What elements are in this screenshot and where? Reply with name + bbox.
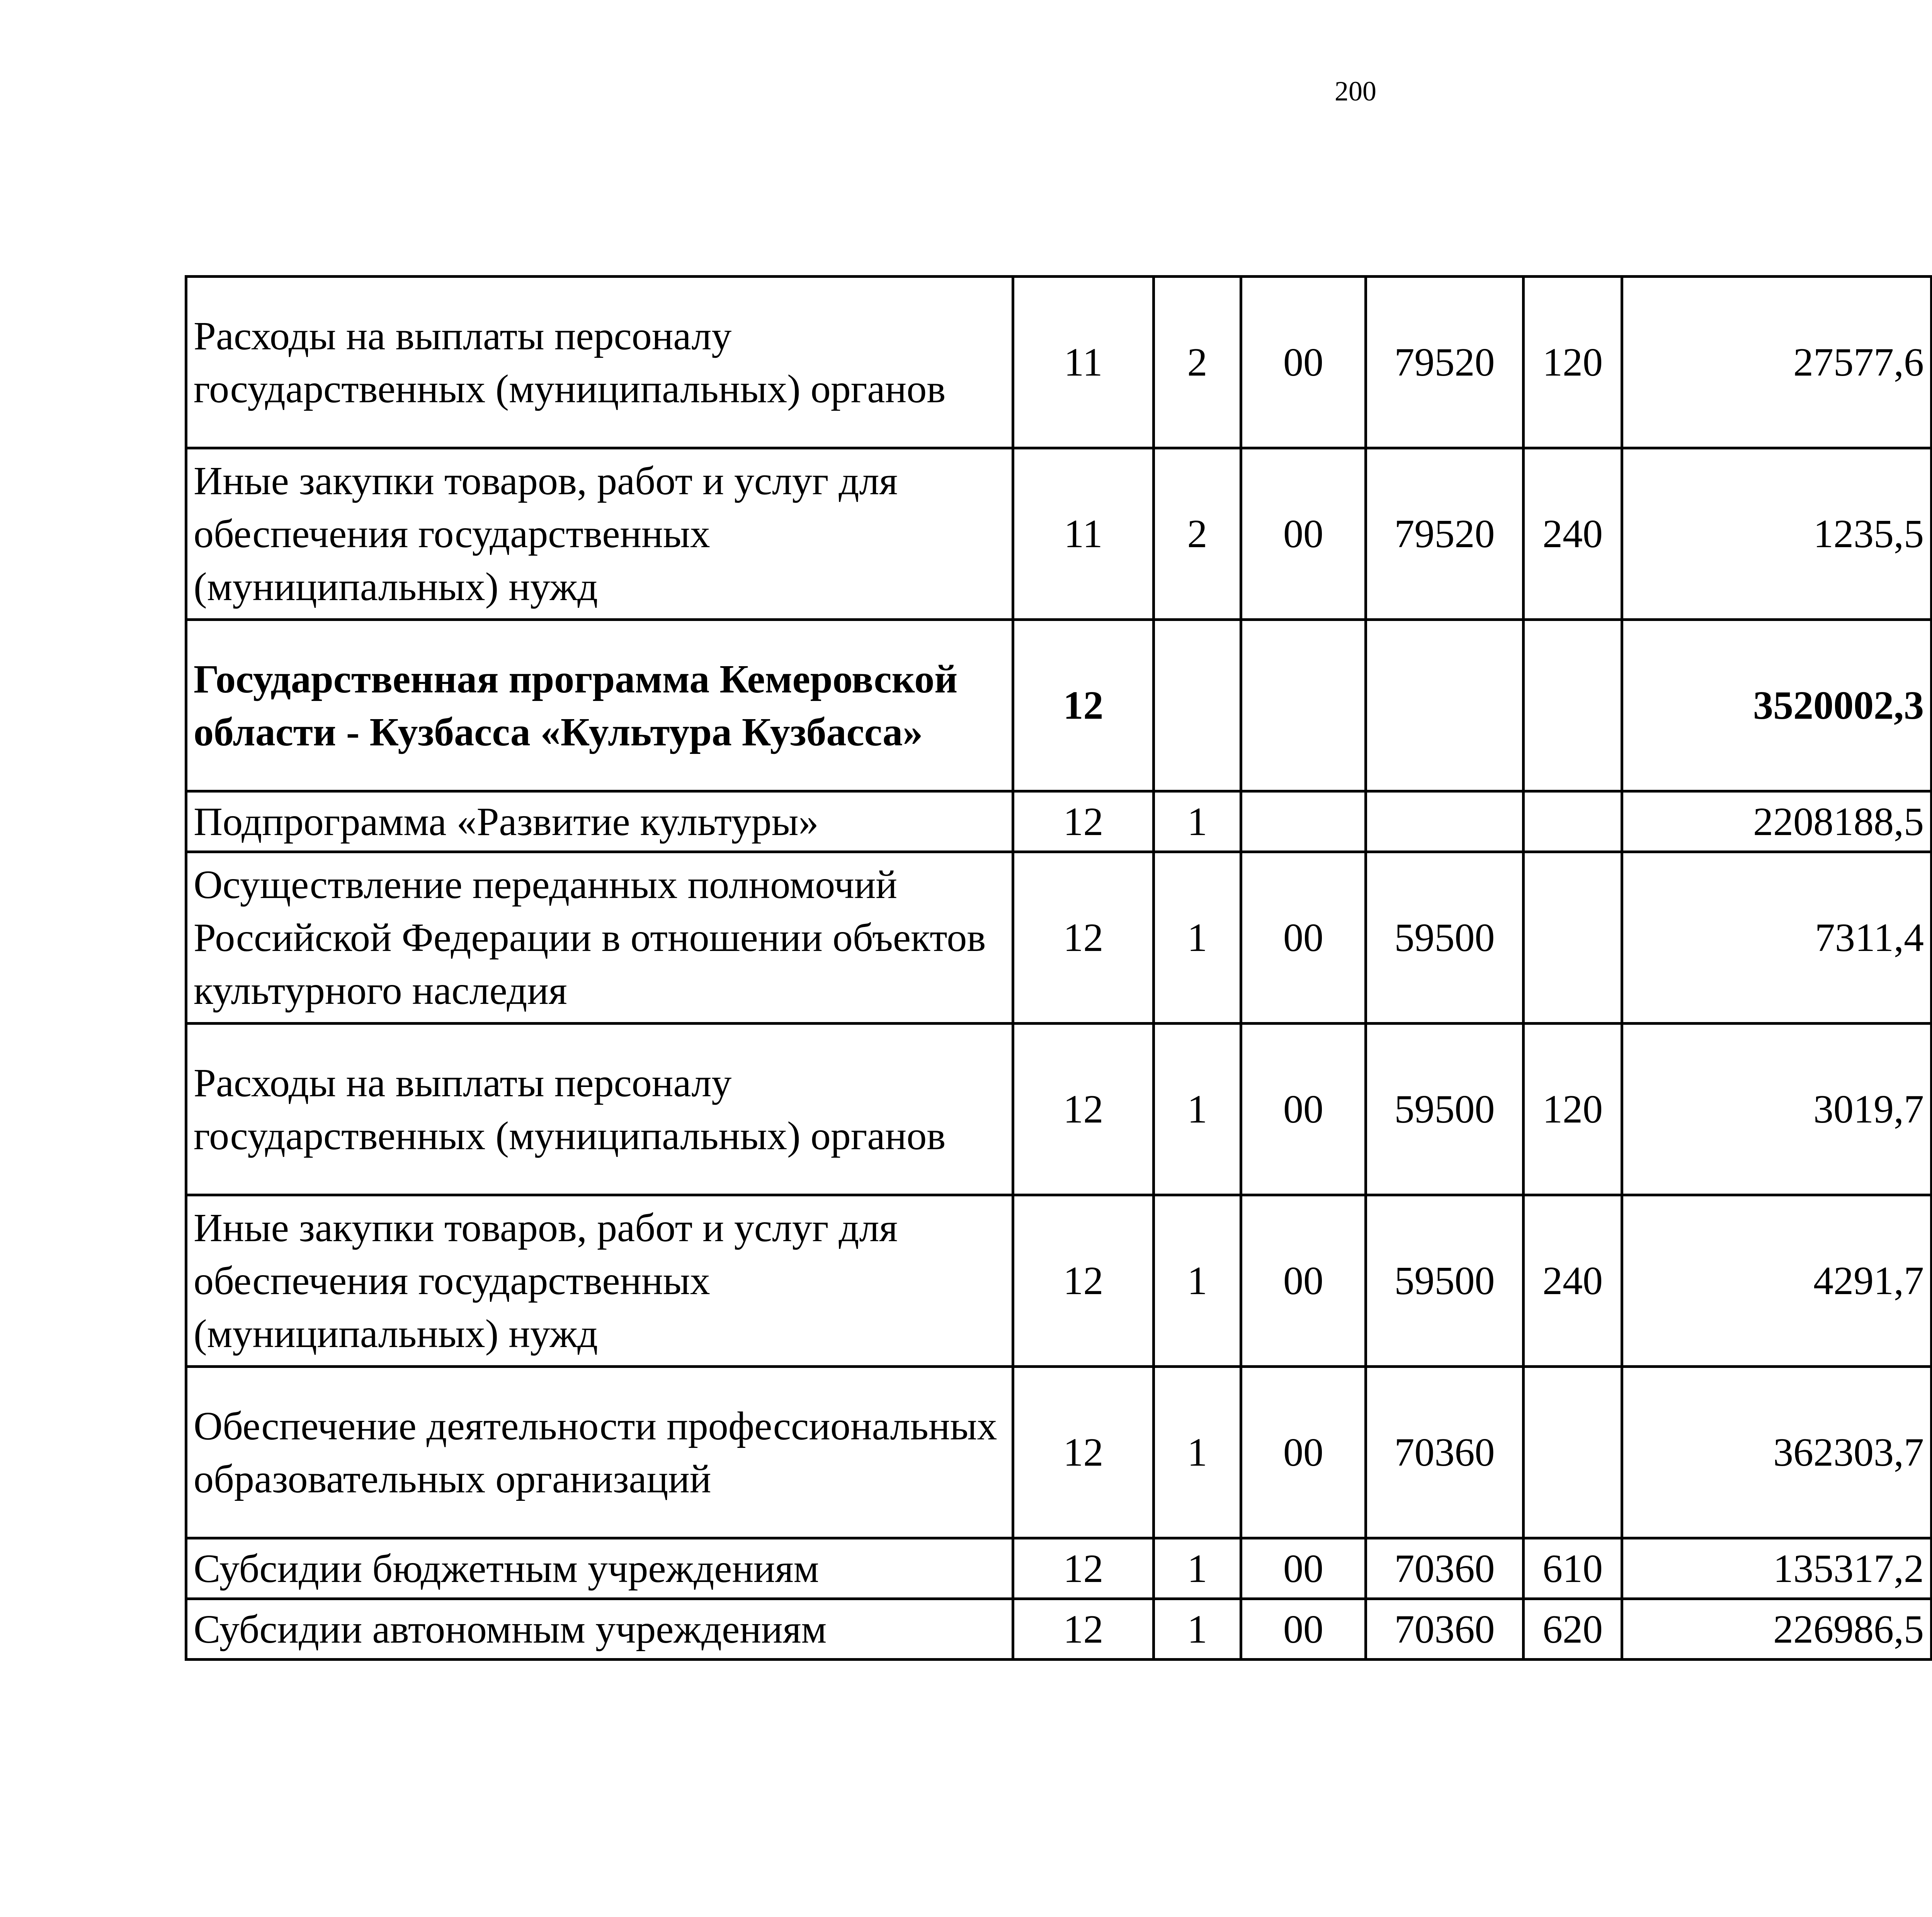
code-cell: 00 bbox=[1241, 1599, 1366, 1660]
code-cell: 1 bbox=[1154, 1367, 1241, 1538]
code-cell bbox=[1366, 620, 1524, 791]
code-cell: 12 bbox=[1013, 852, 1154, 1024]
code-cell: 70360 bbox=[1366, 1538, 1524, 1599]
amount-cell: 3520002,3 bbox=[1622, 620, 1932, 791]
amount-cell: 362303,7 bbox=[1622, 1367, 1932, 1538]
table-row bbox=[186, 791, 1932, 852]
row-name: Субсидии автономным учреждениям bbox=[186, 1599, 1013, 1660]
amount-cell: 4291,7 bbox=[1622, 1195, 1932, 1367]
code-cell: 2 bbox=[1154, 277, 1241, 448]
code-cell: 1 bbox=[1154, 1195, 1241, 1367]
code-cell: 12 bbox=[1013, 1195, 1154, 1367]
row-name: Иные закупки товаров, работ и услуг для обеспечения государственных (муниципальных) нужд bbox=[186, 1195, 1013, 1367]
row-name: Обеспечение деятельности профессиональных образовательных организаций bbox=[186, 1367, 1013, 1538]
code-cell bbox=[1241, 620, 1366, 791]
row-name: Подпрограмма «Развитие культуры» bbox=[186, 791, 1013, 852]
code-cell bbox=[1524, 852, 1622, 1024]
table-row bbox=[186, 1538, 1932, 1599]
table-row bbox=[186, 852, 1932, 1024]
code-cell: 59500 bbox=[1366, 1024, 1524, 1195]
code-cell bbox=[1524, 620, 1622, 791]
amount-cell: 2208188,5 bbox=[1622, 791, 1932, 852]
code-cell: 240 bbox=[1524, 1195, 1622, 1367]
code-cell: 00 bbox=[1241, 448, 1366, 620]
code-cell: 59500 bbox=[1366, 852, 1524, 1024]
code-cell: 240 bbox=[1524, 448, 1622, 620]
row-name: Государственная программа Кемеровской области - Кузбасса «Культура Кузбасса» bbox=[186, 620, 1013, 791]
code-cell: 70360 bbox=[1366, 1599, 1524, 1660]
code-cell: 12 bbox=[1013, 1599, 1154, 1660]
code-cell: 2 bbox=[1154, 448, 1241, 620]
table-row bbox=[186, 1599, 1932, 1660]
code-cell: 12 bbox=[1013, 1367, 1154, 1538]
code-cell: 70360 bbox=[1366, 1367, 1524, 1538]
code-cell: 120 bbox=[1524, 277, 1622, 448]
code-cell: 79520 bbox=[1366, 448, 1524, 620]
code-cell: 00 bbox=[1241, 1024, 1366, 1195]
table-row bbox=[186, 620, 1932, 791]
code-cell: 11 bbox=[1013, 277, 1154, 448]
code-cell bbox=[1524, 1367, 1622, 1538]
amount-cell: 3019,7 bbox=[1622, 1024, 1932, 1195]
code-cell: 620 bbox=[1524, 1599, 1622, 1660]
code-cell: 1 bbox=[1154, 1599, 1241, 1660]
code-cell: 1 bbox=[1154, 1024, 1241, 1195]
row-name: Расходы на выплаты персоналу государственных (муниципальных) органов bbox=[186, 1024, 1013, 1195]
code-cell: 00 bbox=[1241, 1538, 1366, 1599]
code-cell bbox=[1366, 791, 1524, 852]
code-cell bbox=[1524, 791, 1622, 852]
table-row bbox=[186, 1367, 1932, 1538]
table-row bbox=[186, 448, 1932, 620]
table-row bbox=[186, 1195, 1932, 1367]
code-cell: 12 bbox=[1013, 620, 1154, 791]
row-name: Иные закупки товаров, работ и услуг для обеспечения государственных (муниципальных) нужд bbox=[186, 448, 1013, 620]
code-cell bbox=[1241, 791, 1366, 852]
amount-cell: 27577,6 bbox=[1622, 277, 1932, 448]
table-row bbox=[186, 277, 1932, 448]
row-name: Осуществление переданных полномочий Российской Федерации в отношении объектов культурного наследия bbox=[186, 852, 1013, 1024]
amount-cell: 7311,4 bbox=[1622, 852, 1932, 1024]
code-cell: 00 bbox=[1241, 277, 1366, 448]
budget-table bbox=[185, 275, 1932, 1661]
code-cell: 1 bbox=[1154, 791, 1241, 852]
code-cell: 00 bbox=[1241, 852, 1366, 1024]
code-cell: 11 bbox=[1013, 448, 1154, 620]
code-cell: 120 bbox=[1524, 1024, 1622, 1195]
code-cell: 79520 bbox=[1366, 277, 1524, 448]
code-cell: 1 bbox=[1154, 852, 1241, 1024]
amount-cell: 226986,5 bbox=[1622, 1599, 1932, 1660]
code-cell bbox=[1154, 620, 1241, 791]
row-name: Расходы на выплаты персоналу государственных (муниципальных) органов bbox=[186, 277, 1013, 448]
code-cell: 00 bbox=[1241, 1195, 1366, 1367]
row-name: Субсидии бюджетным учреждениям bbox=[186, 1538, 1013, 1599]
code-cell: 1 bbox=[1154, 1538, 1241, 1599]
amount-cell: 135317,2 bbox=[1622, 1538, 1932, 1599]
code-cell: 59500 bbox=[1366, 1195, 1524, 1367]
code-cell: 00 bbox=[1241, 1367, 1366, 1538]
page-number: 200 bbox=[1335, 76, 1376, 107]
amount-cell: 1235,5 bbox=[1622, 448, 1932, 620]
code-cell: 12 bbox=[1013, 1024, 1154, 1195]
code-cell: 610 bbox=[1524, 1538, 1622, 1599]
code-cell: 12 bbox=[1013, 791, 1154, 852]
code-cell: 12 bbox=[1013, 1538, 1154, 1599]
table-row bbox=[186, 1024, 1932, 1195]
